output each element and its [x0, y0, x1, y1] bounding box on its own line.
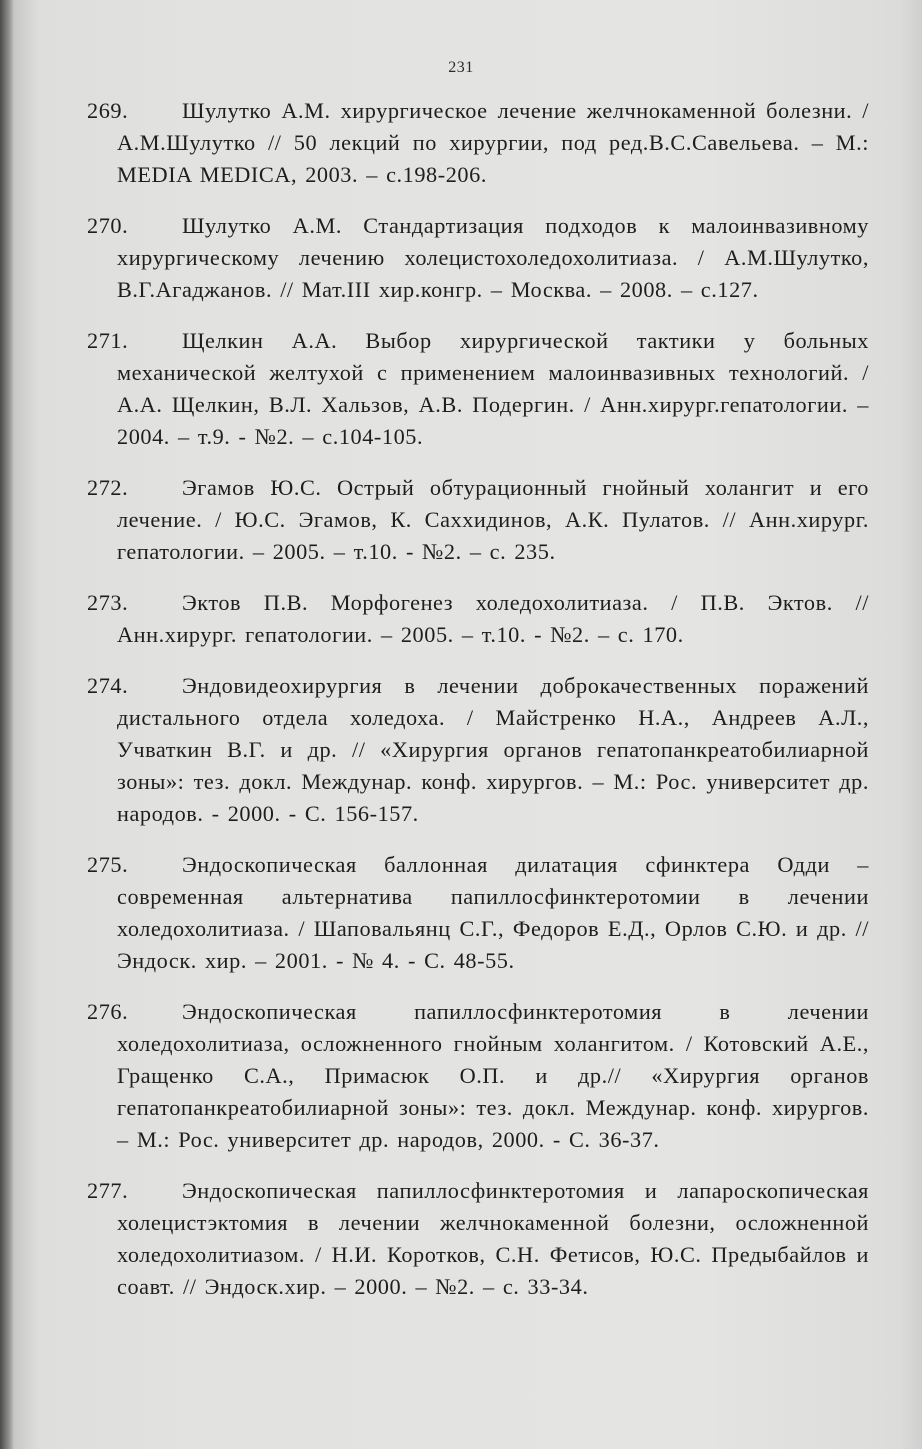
reference-number: 270.: [87, 213, 129, 238]
reference-text: Эктов П.В. Морфогенез холедохолитиаза. / П.В. Эктов. // Анн.хирург. гепатологии. – 2005. – т.10. - №2. – с. 170.: [117, 590, 869, 647]
reference-entry: [87, 472, 869, 568]
book-spine-shadow: [0, 0, 14, 1449]
reference-entry: [87, 95, 869, 191]
reference-text: Шулутко А.М. хирургическое лечение желчнокаменной болезни. / А.М.Шулутко // 50 лекций по хирургии, под ред.В.С.Савельева. – М.: MEDIA MEDICA, 2003. – с.198-206.: [117, 98, 869, 187]
reference-text: Эндоскопическая баллонная дилатация сфинктера Одди – современная альтернатива папиллосфинктеротомии в лечении холедохолитиаза. / Шаповальянц С.Г., Федоров Е.Д., Орлов С.Ю. и др. // Эндоск. хир. – 2001. - № 4. - С. 48-55.: [117, 852, 869, 973]
reference-entry: [87, 670, 869, 830]
reference-entry: [87, 587, 869, 651]
reference-entry: [87, 325, 869, 453]
reference-number: 271.: [87, 328, 129, 353]
reference-entry: [87, 849, 869, 977]
reference-text: Эндоскопическая папиллосфинктеротомия в лечении холедохолитиаза, осложненного гнойным холангитом. / Котовский А.Е., Гращенко С.А., Примасюк О.П. и др.// «Хирургия органов гепатопанкреатобилиарной зоны»: тез. докл. Междунар. конф. хирургов. – М.: Рос. университет др. народов, 2000. - С. 36-37.: [117, 999, 869, 1152]
reference-text: Шулутко А.М. Стандартизация подходов к малоинвазивному хирургическому лечению холецистохоледохолитиаза. / А.М.Шулутко, В.Г.Агаджанов. // Мат.III хир.конгр. – Москва. – 2008. – с.127.: [117, 213, 869, 302]
reference-list: [87, 95, 869, 1322]
reference-entry: [87, 1175, 869, 1303]
reference-entry: [87, 996, 869, 1156]
reference-text: Эндоскопическая папиллосфинктеротомия и лапароскопическая холецистэктомия в лечении желчнокаменной болезни, осложненной холедохолитиазом. / Н.И. Коротков, С.Н. Фетисов, Ю.С. Предыбайлов и соавт. // Эндоск.хир. – 2000. – №2. – с. 33-34.: [117, 1178, 869, 1299]
reference-number: 273.: [87, 590, 129, 615]
reference-entry: [87, 210, 869, 306]
reference-number: 274.: [87, 673, 129, 698]
reference-number: 277.: [87, 1178, 129, 1203]
reference-number: 276.: [87, 999, 129, 1024]
reference-number: 275.: [87, 852, 129, 877]
reference-text: Щелкин А.А. Выбор хирургической тактики у больных механической желтухой с применением малоинвазивных технологий. / А.А. Щелкин, В.Л. Хальзов, А.В. Подергин. / Анн.хирург.гепатологии. – 2004. – т.9. - №2. – с.104-105.: [117, 328, 869, 449]
reference-number: 272.: [87, 475, 129, 500]
page-number: 231: [448, 59, 474, 76]
reference-number: 269.: [87, 98, 129, 123]
reference-text: Эгамов Ю.С. Острый обтурационный гнойный холангит и его лечение. / Ю.С. Эгамов, К. Саххидинов, А.К. Пулатов. // Анн.хирург. гепатологии. – 2005. – т.10. - №2. – с. 235.: [117, 475, 869, 564]
reference-text: Эндовидеохирургия в лечении доброкачественных поражений дистального отдела холедоха. / Майстренко Н.А., Андреев А.Л., Учваткин В.Г. и др. // «Хирургия органов гепатопанкреатобилиарной зоны»: тез. докл. Междунар. конф. хирургов. – М.: Рос. университет др. народов. - 2000. - С. 156-157.: [117, 673, 869, 826]
